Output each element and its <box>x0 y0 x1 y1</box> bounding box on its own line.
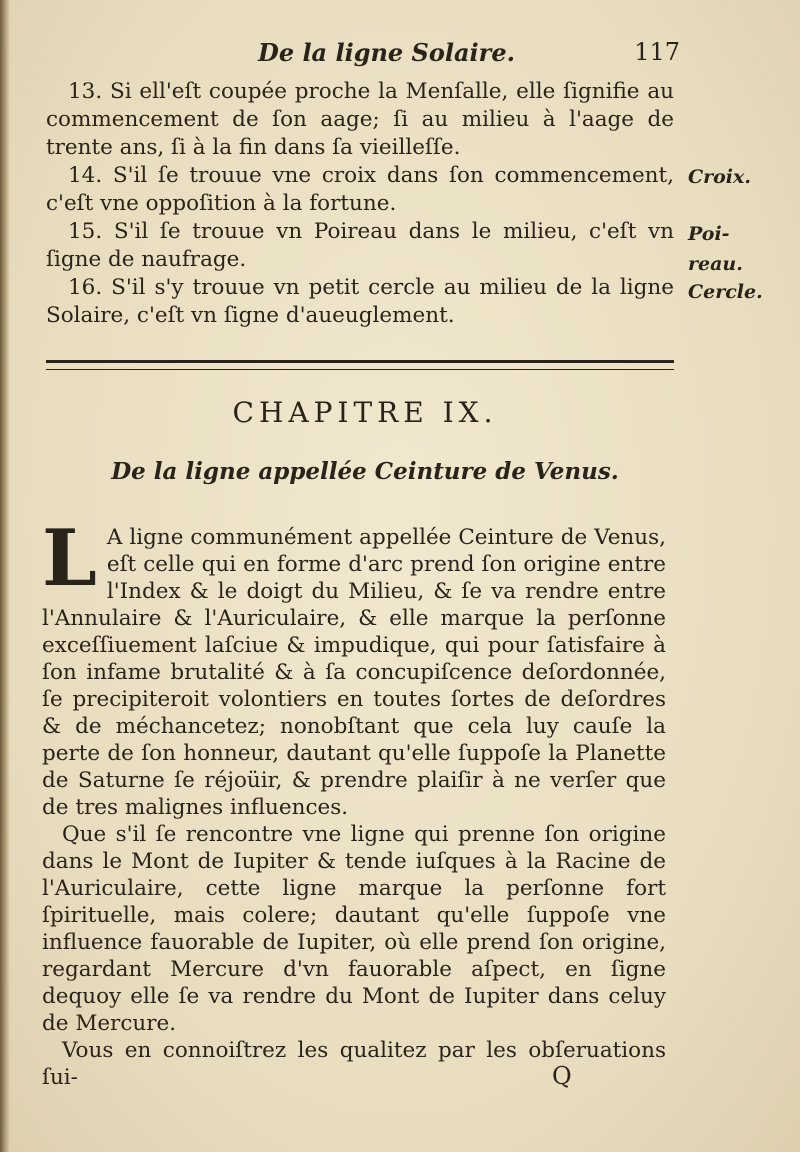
item-14 <box>46 162 674 218</box>
catchword: Q <box>552 1062 572 1090</box>
item-text: 15. S'il ſe trouue vn Poireau dans le milieu, c'eſt vn ſigne de naufrage. <box>46 219 674 272</box>
chapter-body <box>42 513 666 1091</box>
paragraph-1: A ligne communément appellée Ceinture de Venus, eſt celle qui en forme d'arc prend ſon origine entre l'Index & le doigt du Milieu, & ſe va rendre entre l'Annulaire & l'Auriculaire, & elle marque la perſonne exceſſiuement laſciue & impudique, qui pour ſatisfaire à ſon infame brutalité & à ſa concupiſcence deſordonnée, ſe precipiteroit volontiers en toutes ſortes de deſordres & de méchancetez; nonobſtant que cela luy cauſe la perte de ſon honneur, dautant qu'elle ſuppoſe la Planette de Saturne ſe réjoüir, & prendre plaiſir à ne verſer que de tres malignes influences. <box>42 525 666 820</box>
page-header <box>40 38 680 72</box>
drop-cap: L <box>42 513 97 604</box>
margin-note-cercle: Cercle. <box>688 281 763 303</box>
running-title: De la ligne Solaire. <box>258 38 515 67</box>
chapter-subtitle: De la ligne appellée Ceinture de Venus. <box>111 458 619 485</box>
margin-note-poireau-2: reau. <box>688 253 743 275</box>
item-15 <box>46 218 674 274</box>
item-text: 13. Si ell'eſt coupée proche la Menſalle, elle ſignifie au commencement de ſon aage; ſi au milieu à l'aage de trente ans, ſi à la fin dans ſa vieilleſſe. <box>46 79 674 160</box>
item-text: 14. S'il ſe trouue vne croix dans ſon commencement, c'eſt vne oppoſition à la fortune. <box>46 163 674 216</box>
binding-gutter <box>0 0 10 1152</box>
chapter-title: CHAPITRE IX. <box>232 396 498 429</box>
page-number: 117 <box>634 38 680 66</box>
item-text: 16. S'il s'y trouue vn petit cercle au milieu de la ligne Solaire, c'eſt vn ſigne d'aueuglement. <box>46 275 674 328</box>
item-13 <box>46 78 674 162</box>
margin-note-croix: Croix. <box>688 166 751 188</box>
paragraph-3: Vous en connoiſtrez les qualitez par les obſeruations ſui- <box>42 1038 666 1090</box>
margin-note-poireau-1: Poi- <box>688 223 730 245</box>
item-16 <box>46 274 674 330</box>
paragraph-2: Que s'il ſe rencontre vne ligne qui prenne ſon origine dans le Mont de Iupiter & tende iuſques à la Racine de l'Auriculaire, cette ligne marque la perſonne fort ſpirituelle, mais colere; dautant qu'elle ſuppoſe vne influence fauorable de Iupiter, où elle prend ſon origine, regardant Mercure d'vn fauorable aſpect, en ſigne dequoy elle ſe va rendre du Mont de Iupiter dans celuy de Mercure. <box>42 822 666 1036</box>
section-divider <box>46 360 674 370</box>
